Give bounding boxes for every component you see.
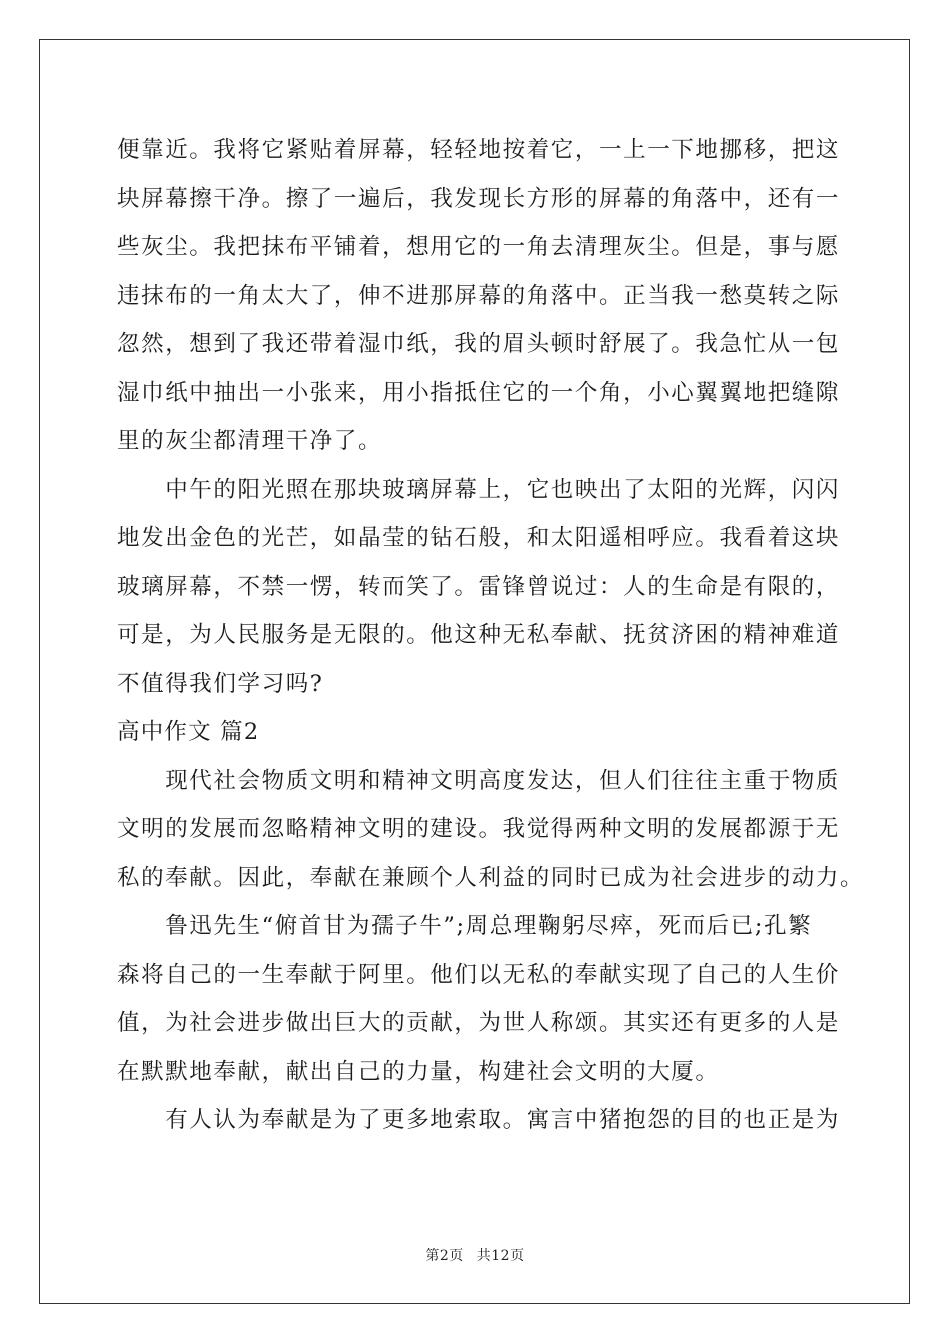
text-line: 湿巾纸中抽出一小张来，用小指抵住它的一个角，小心翼翼地把缝隙 (117, 379, 841, 406)
text-line: 些灰尘。我把抹布平铺着，想用它的一角去清理灰尘。但是，事与愿 (117, 234, 841, 260)
page-footer (0, 1245, 950, 1265)
text-line: 现代社会物质文明和精神文明高度发达，但人们往往主重于物质 (117, 767, 841, 794)
text-line: 忽然，想到了我还带着湿巾纸，我的眉头顿时舒展了。我急忙从一包 (117, 331, 841, 357)
text-line: 违抹布的一角太大了，伸不进那屏幕的角落中。正当我一愁莫转之际 (117, 282, 841, 309)
page-number: 第2页 (425, 1248, 464, 1264)
text-line: 地发出金色的光芒，如晶莹的钻石般，和太阳遥相呼应。我看着这块 (117, 525, 841, 551)
text-line: 可是，为人民服务是无限的。他这种无私奉献、抚贫济困的精神难道 (117, 622, 841, 648)
document-body (117, 126, 865, 1145)
text-line: 文明的发展而忽略精神文明的建设。我觉得两种文明的发展都源于无 (117, 816, 841, 842)
text-line: 鲁迅先生“俯首甘为孺子牛”;周总理鞠躬尽瘁，死而后已;孔繁 (117, 913, 813, 939)
text-line: 里的灰尘都清理干净了。 (117, 428, 383, 454)
text-line: 森将自己的一生奉献于阿里。他们以无私的奉献实现了自己的人生价 (117, 961, 841, 988)
text-line: 在默默地奉献，献出自己的力量，构建社会文明的大厦。 (117, 1058, 720, 1085)
section-heading: 高中作文 篇2 (117, 719, 260, 745)
text-line: 便靠近。我将它紧贴着屏幕，轻轻地按着它，一上一下地挪移，把这 (117, 137, 841, 163)
text-line: 不值得我们学习吗? (117, 670, 324, 697)
text-line: 有人认为奉献是为了更多地索取。寓言中猪抱怨的目的也正是为 (117, 1107, 841, 1133)
text-line: 私的奉献。因此，奉献在兼顾个人利益的同时已成为社会进步的动力。 (117, 864, 865, 891)
text-line: 玻璃屏幕，不禁一愣，转而笑了。雷锋曾说过：人的生命是有限的， (117, 573, 841, 600)
text-line: 块屏幕擦干净。擦了一遍后，我发现长方形的屏幕的角落中，还有一 (117, 185, 841, 212)
text-line: 中午的阳光照在那块玻璃屏幕上，它也映出了太阳的光辉，闪闪 (117, 476, 841, 503)
page-total: 共12页 (476, 1248, 525, 1264)
text-line: 值，为社会进步做出巨大的贡献，为世人称颂。其实还有更多的人是 (117, 1010, 841, 1036)
